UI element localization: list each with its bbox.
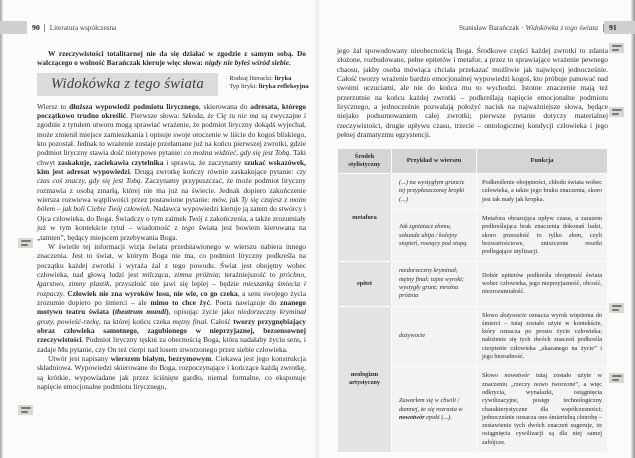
- table-row: [338, 262, 607, 305]
- section-title-row: [37, 73, 309, 96]
- margin-stamp-icon: [18, 405, 33, 415]
- device-function-cell: Metafora obrazująca upływ czasu, a zarazem podkreślająca brak znaczenia dokonań ludzi, skoro przeszłość to tylko złom, czyli bezwartościowe, zniszczone resztki podlegające utylizacji.: [477, 210, 607, 261]
- device-label-cell: epitet: [338, 262, 391, 305]
- margin-stamp-icon: [18, 238, 33, 248]
- device-label-cell: neologizm artystyczny: [338, 307, 391, 452]
- table-header-col-2: Przykład w wierszu: [392, 149, 476, 173]
- device-function-cell: Dobór epitetów podkreśla obojętność świata wobec człowieka, jego nieprzyjazność, obcość, niezrozumiałość.: [477, 262, 607, 305]
- device-example-cell: Jak zgniatacz złomu, sekunda ubija / kolejny stopień, rosnący pod stopą.: [392, 210, 476, 261]
- left-page-header: [0, 21, 121, 34]
- analysis-paragraph-3: Utwór jest napisany wierszem białym, bezrymowym. Ciekawa jest jego konstrukcja składniowa. Wypowiedzi skierowane do Boga, rozpoczynające i kończące każdą zwrotkę, są krótkie, wypowiadane jak przez ściśnięte gardło, niemal formalne, co eksponuje napięcie emocjonalne podmiotu lirycznego,: [37, 353, 306, 391]
- device-example-cell: niedorzeczny kryminał; mętny finał; tajne wyroki; wystygły grunt; mroźna próżnia: [392, 262, 476, 305]
- poem-title-box: Widokówka z tego świata: [37, 73, 218, 96]
- device-example-cell: Zawarłem się w chwili / dumnej, że się rozrasta w nowotwór epoki (...).: [392, 367, 476, 452]
- right-page-text-column: [337, 46, 608, 453]
- device-example-cell: dożywocie: [392, 307, 476, 367]
- genre-meta-item-1: · Rodzaj literacki: liryka: [225, 74, 292, 82]
- header-separator: ·: [521, 23, 524, 32]
- analysis-paragraph-1: Wiersz to dłuższa wypowiedź podmiotu lirycznego, skierowana do adresata, którego początkowo trudno określić. Pierwsze słowa: Szkoda, że Cię tu nie ma są zwyczajne i zgodnie z tytułem utworu mogą sprawiać wrażenie, że podmiot liryczny dokądś wyjechał, może zmienił miejsce zamieszkania i opisuje swoje otoczenie w liście do kogoś bliskiego, kto pozostał. Jednak to wrażenie zostaje przełamane już na końcu pierwszej zwrotki, gdzie podmiot liryczny stawia dość nietypowe pytanie: co można widzieć, gdy się jest Tobą. Taki chwyt zaskakuje, zaciekawia czytelnika i sprawia, że zaczynamy szukać wskazówek, kim jest adresat wypowiedzi. Drugą zwrotkę kończy równie zaskakujące pytanie: czy czas coś znaczy, gdy się jest Tobą. Zaczynamy przypuszczać, że może podmiot liryczny rozmawia z osobą zmarłą, której nie ma już na świecie. Jednak dopiero zakończenie wiersza rozwiewa wątpliwości przez postawione pytanie: mów, jak Ty się czujesz z moim bólem – jak boli Ciebie Twój człowiek. Nadawca wypowiedzi kieruje ją zatem do stwórcy i Ojca człowieka, do Boga. Świadczy o tym zaimek Twój z zakończenia, a także zrozumiały już w tym kontekście tytuł – wiadomość z tego świata jest bowiem kierowana na „tamten”, będący miejscem przebywania Boga.: [37, 101, 307, 242]
- left-page-number: 90: [32, 23, 40, 32]
- device-function-cell: Podkreślenie obojętności, chłodu świata wobec człowieka, a także jego braku znaczenia, skoro jest tak mały jak kropka.: [477, 174, 607, 209]
- right-page-number: 91: [609, 23, 617, 32]
- page-gutter-shadow: [313, 0, 321, 458]
- margin-stamp-icon: [609, 303, 624, 313]
- margin-stamp-icon: [609, 373, 624, 383]
- device-function-cell: Słowo nowotwór tutaj zostało użyte w znaczeniu „rzeczy nowo tworzone”, a więc odkrycia, wynalazki, osiągnięcia cywilizacyjne, postęp technologiczny charakterystyczne dla współczesności; jednocześnie oznacza ono śmiertelną chorobę – zestawienie tych dwóch znaczeń sugeruje, że osiągnięcia cywilizacji są dla niej samej zabójcze.: [477, 367, 607, 452]
- device-example-cell: (...) na wystygłym gruncie tej przypłaszczonej kropki (...): [392, 174, 476, 209]
- margin-stamp-icon: [609, 43, 624, 53]
- analysis-paragraphs: [37, 102, 306, 392]
- table-header-row: [338, 149, 607, 173]
- margin-stamp-icon: [609, 107, 624, 117]
- continuation-paragraph: jego żal spowodowany nieobecnością Boga. Środkowe części każdej zwrotki to zdania złożone, rozbudowane, pełne epitetów i metafor, a przez to sprawiające wrażenie pewnego chaosu, jakby osoba mówiąca chciała przekazać możliwie jak najwięcej jednocześnie. Całość tworzy wrażenie bardzo emocjonalnej wypowiedzi kogoś, kto próbuje panować nad swoimi uczuciami, ale nie do końca mu to wychodzi. Istotne znaczenie mają też przerzutnie na końcu każdej zwrotki – podkreślają napięcie emocjonalne podmiotu lirycznego, a jednocześnie pozwalają położyć nacisk na najważniejsze słowa, będące niejako podsumowaniem całej zwrotki; pierwsze pytanie dotyczy materialnej rzeczywistości, drugie upływu czasu, trzecie – ontologicznej kondycji człowieka i jego pełnej dramatyzmu egzystencji.: [337, 46, 608, 140]
- intro-paragraph: W rzeczywistości totalitarnej nie da się działać w zgodzie z samym sobą. Do walczącego o wolność Barańczak kieruje więc słowa: nigdy nie byłeś wśród siebie.: [37, 49, 306, 68]
- left-page-text-column: [37, 49, 309, 391]
- bullet-icon: ·: [225, 74, 228, 82]
- device-function-cell: Słowo dożywocie oznacza wyrok więzienia do śmierci – tutaj zostało użyte w kontekście, który oznacza po prostu życie człowieka; nałożenie się tych dwóch znaczeń podkreśla cierpienie człowieka „skazanego na życie” i jego bezradność.: [477, 307, 607, 367]
- bullet-icon: ·: [225, 83, 228, 91]
- right-pagenumber-tab: [604, 21, 635, 34]
- genre-meta-list: [225, 73, 309, 93]
- right-page-header: [454, 21, 635, 34]
- stylistic-devices-table: [337, 148, 608, 453]
- page-edge-shadow-right: [631, 0, 635, 458]
- analysis-paragraph-2: W świetle tej informacji wizja świata przedstawionego w wierszu nabiera innego znaczenia. Jest to świat, w którym Boga nie ma, co podmiot liryczny podkreśla na początku każdej zwrotki i wyraża żal z tego powodu. Świat jest obojętny wobec człowieka, nad głową ludzi jest milcząca, zimna próżnia; teraźniejszość to próchno, łgarstwo, zimny plastik, przyszłość nie jawi się lepiej – będzie mieszanką śmiecia i rozpaczy. Człowiek nie zna wyroków losu, nie wie, co go czeka, a sens swojego życia zrozumie dopiero po śmierci – ale mimo to chce żyć. Poeta nawiązuje do znanego motywu teatru świata (theatrum mundi), opisując życie jako niedorzeczny kryminał grozy, powieść-rzekę, na której końcu czeka mętny finał. Całość tworzy przygnębiający obraz człowieka samotnego, zagubionego w nieprzyjaznej, bezsensownej rzeczywistości. Podmiot liryczny tęskni za obecnością Boga, która nadałaby życiu sens, i zadaje Mu pytanie, czy On też cierpi nad losem stworzonego przez siebie człowieka.: [37, 241, 306, 354]
- left-pagenumber-tab: [0, 21, 27, 34]
- device-label-cell: metafora: [338, 174, 391, 261]
- header-author: Stanisław Barańczak: [459, 23, 520, 32]
- genre-meta-item-2: · Typ liryki: liryka refleksyjna: [225, 83, 309, 91]
- left-header-title: Literatura współczesna: [49, 23, 117, 32]
- table-header-col-1: Środek stylistyczny: [338, 149, 391, 173]
- header-poem-title: Widokówka z tego świata: [525, 23, 598, 32]
- page-edge-shadow-left: [0, 0, 3, 458]
- table-header-col-3: Funkcja: [477, 149, 607, 173]
- table-row: [338, 174, 607, 209]
- table-row: [338, 307, 607, 367]
- right-header-title: [454, 24, 603, 32]
